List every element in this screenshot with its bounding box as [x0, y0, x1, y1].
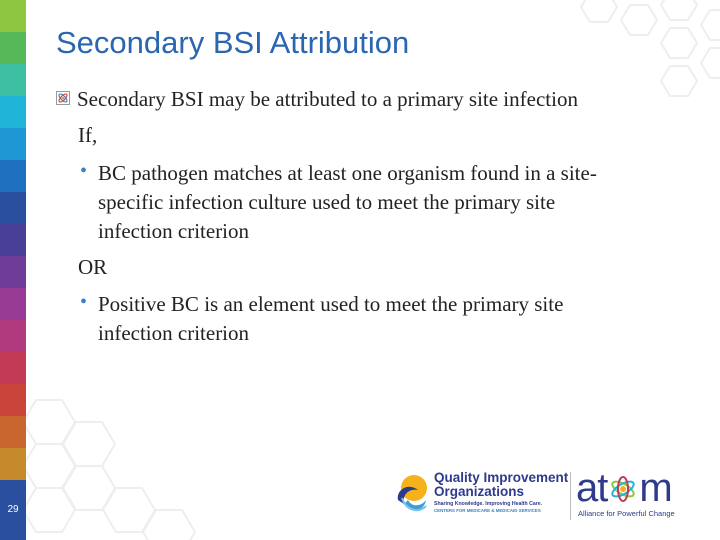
bullet-dot: •	[80, 160, 88, 182]
atom-logo	[576, 468, 700, 522]
stripe	[0, 256, 26, 288]
bullet1-line: infection criterion	[98, 219, 250, 243]
main-point-text: Secondary BSI may be attributed to a primary site infection	[77, 87, 578, 111]
bullet2-line: infection criterion	[98, 321, 250, 345]
stripe	[0, 64, 26, 96]
stripe	[0, 128, 26, 160]
stripe	[0, 32, 26, 64]
qio-title-line2: Organizations	[434, 484, 525, 499]
stripe	[0, 160, 26, 192]
atom-word-start: at	[576, 466, 608, 510]
atom-word-end: m	[639, 466, 672, 510]
stripe	[0, 352, 26, 384]
hexagon-pattern-top-right	[560, 0, 720, 110]
atom-tagline: Alliance for Powerful Change	[578, 509, 675, 518]
stripe	[0, 320, 26, 352]
page-number: 29	[7, 504, 19, 515]
logo-divider	[570, 472, 571, 520]
stripe	[0, 416, 26, 448]
qio-subline: CENTERS FOR MEDICARE & MEDICAID SERVICES	[434, 508, 541, 513]
stripe	[0, 448, 26, 480]
atom-bullet-icon	[56, 91, 70, 105]
bullet1-line: specific infection culture used to meet the primary site	[98, 190, 556, 214]
qio-logo	[392, 468, 569, 522]
stripe	[0, 96, 26, 128]
slide-title: Secondary BSI Attribution	[56, 25, 410, 60]
hexagon-pattern-bottom-left	[26, 380, 196, 540]
qio-title-line1: Quality Improvement	[434, 470, 569, 485]
qio-swirl-icon	[392, 470, 432, 520]
bullet2-line: Positive BC is an element used to meet the primary site	[98, 292, 564, 316]
atom-wordmark	[576, 468, 672, 508]
stripe	[0, 192, 26, 224]
qio-tagline: Sharing Knowledge. Improving Health Care.	[434, 501, 543, 507]
stripe	[0, 384, 26, 416]
atom-o-icon	[608, 474, 638, 504]
or-label: OR	[78, 255, 108, 279]
stripe	[0, 0, 26, 32]
if-label: If,	[78, 123, 98, 147]
bullet1-line: BC pathogen matches at least one organism found in a site-	[98, 161, 597, 185]
color-stripe-bar	[0, 0, 26, 540]
bullet-dot: •	[80, 291, 88, 313]
stripe	[0, 224, 26, 256]
stripe	[0, 288, 26, 320]
